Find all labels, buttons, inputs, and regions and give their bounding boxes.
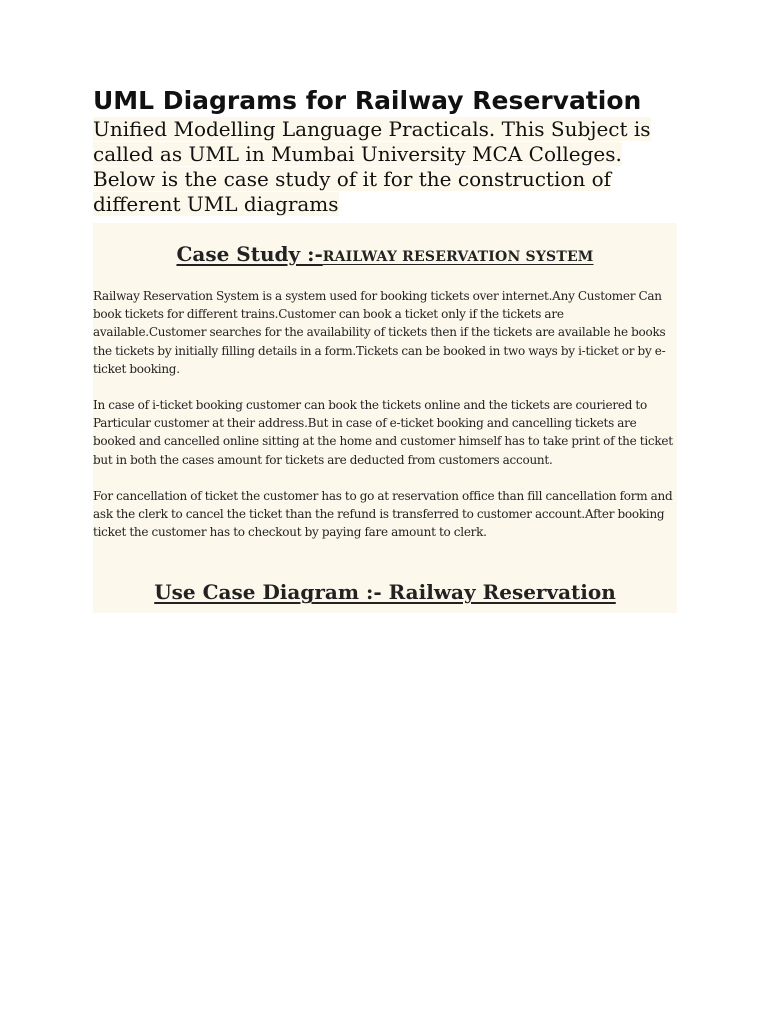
case-study-card — [93, 223, 677, 613]
intro-block — [93, 117, 677, 217]
case-study-heading-prefix: Case Study :- — [176, 242, 323, 266]
use-case-heading: Use Case Diagram :- Railway Reservation — [154, 580, 616, 605]
case-study-paragraph-2: In case of i-ticket booking customer can book the tickets online and the tickets are couriered to Particular customer at their address.But in case of e-ticket booking and cancelling tickets are booked and cancelled online sitting at the home and customer himself has to take print of the ticket but in both the cases amount for tickets are deducted from customers account. — [93, 398, 673, 467]
case-study-paragraph-3: For cancellation of ticket the customer has to go at reservation office than fill cancellation form and ask the clerk to cancel the ticket than the refund is transferred to customer account.After booking ticket the customer has to checkout by paying fare amount to clerk. — [93, 488, 673, 540]
case-study-heading-subject: RAILWAY RESERVATION SYSTEM — [322, 249, 594, 265]
intro-text: Unified Modelling Language Practicals. This Subject is called as UML in Mumbai University MCA Colleges. Below is the case study of it for the construction of different UML diagrams — [93, 117, 651, 216]
page-title: UML Diagrams for Railway Reservation — [93, 86, 642, 115]
document-page — [93, 86, 677, 613]
case-study-heading — [93, 239, 677, 271]
case-study-paragraph-1: Railway Reservation System is a system used for booking tickets over internet.Any Customer Can book tickets for different trains.Customer can book a ticket only if the tickets are available.Customer searches for the availability of tickets then if the tickets are available he books the tickets by initially filling details in a form.Tickets can be booked in two ways by i-ticket or by e-ticket booking. — [93, 289, 666, 376]
